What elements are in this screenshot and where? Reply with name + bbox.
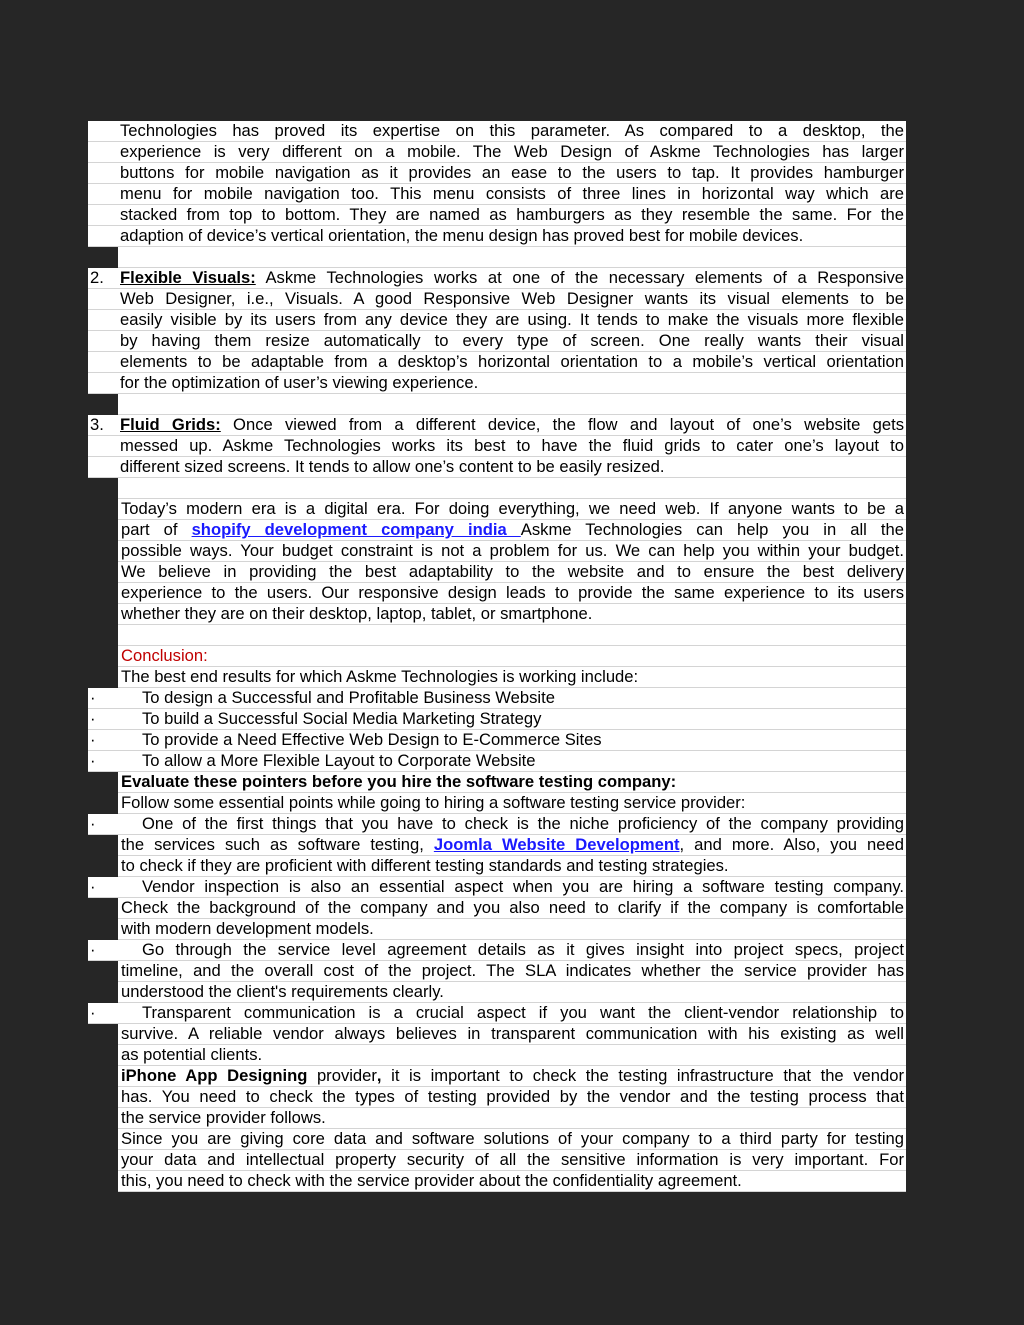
conclusion-heading: Conclusion: <box>118 646 906 667</box>
list-item-fluid-grids: 3. Fluid Grids: Once viewed from a different device, the flow and layout of one’s website gets <box>90 415 905 434</box>
bullet-item: · Transparent communication is a crucial aspect if you want the client-vendor relationship to <box>90 1003 904 1022</box>
text-line: has. You need to check the types of testing provided by the vendor and the testing process that <box>118 1087 906 1108</box>
text-line: Since you are giving core data and software solutions of your company to a third party for testing <box>118 1129 906 1150</box>
text-line: to check if they are proficient with different testing standards and testing strategies. <box>118 856 906 877</box>
bullet-glyph: · <box>90 877 96 896</box>
text-line: the services such as software testing, Joomla Website Development, and more. Also, you need <box>118 835 906 856</box>
text-line: buttons for mobile navigation as it provides an ease to the users to tap. It provides hamburger <box>88 163 906 184</box>
text-line: messed up. Askme Technologies works its best to have the fluid grids to cater one’s layout to <box>88 436 906 457</box>
text-line: The best end results for which Askme Technologies is working include: <box>118 667 906 688</box>
text-line: Today’s modern era is a digital era. For doing everything, we need web. If anyone wants to be a <box>118 499 906 520</box>
text-line: by having them resize automatically to every type of screen. One really wants their visual <box>88 331 906 352</box>
text-line: Web Designer, i.e., Visuals. A good Responsive Web Designer wants its visual elements to be <box>88 289 906 310</box>
list-item-flexible-visuals: 2. Flexible Visuals: Askme Technologies works at one of the necessary elements of a Responsive <box>90 268 904 287</box>
text-line: experience is very different on a mobile. The Web Design of Askme Technologies has larger <box>88 142 906 163</box>
bullet-glyph: · <box>90 814 96 833</box>
text-line: part of shopify development company india Askme Technologies can help you in all the <box>118 520 906 541</box>
text-line: as potential clients. <box>118 1045 906 1066</box>
bullet-item: · One of the first things that you have to check is the niche proficiency of the company providing <box>90 814 904 833</box>
item-heading: Fluid Grids: <box>120 415 221 434</box>
text-line: iPhone App Designing provider, it is important to check the testing infrastructure that the vendor <box>118 1066 906 1087</box>
bullet-glyph: · <box>90 751 96 770</box>
text-line: easily visible by its users from any device they are using. It tends to make the visuals more flexible <box>88 310 906 331</box>
bullet-item: · Go through the service level agreement details as it gives insight into project specs, project <box>90 940 904 959</box>
blank-line <box>118 625 906 646</box>
bullet-item: · To build a Successful Social Media Marketing Strategy <box>88 709 906 730</box>
text-line: different sized screens. It tends to allow one’s content to be easily resized. <box>88 457 906 478</box>
blank-line <box>118 247 906 268</box>
bullet-item: · To design a Successful and Profitable Business Website <box>88 688 906 709</box>
text-line: elements to be adaptable from a desktop’s horizontal orientation to a mobile’s vertical orientation <box>88 352 906 373</box>
bullet-glyph: · <box>90 688 96 707</box>
joomla-development-link[interactable]: Joomla Website Development <box>433 835 680 854</box>
bullet-item: · To provide a Need Effective Web Design to E-Commerce Sites <box>88 730 906 751</box>
blank-line <box>118 394 906 415</box>
text-line: stacked from top to bottom. They are named as hamburgers as they resemble the same. For the <box>88 205 906 226</box>
bullet-glyph: · <box>90 1003 96 1022</box>
text-line: experience to the users. Our responsive design leads to provide the same experience to its users <box>118 583 906 604</box>
list-number: 3. <box>90 415 104 434</box>
text-line: your data and intellectual property security of all the sensitive information is very important. For <box>118 1150 906 1171</box>
bullet-item: · To allow a More Flexible Layout to Corporate Website <box>88 751 906 772</box>
text-line: this, you need to check with the service provider about the confidentiality agreement. <box>118 1171 906 1192</box>
text-line: menu for mobile navigation too. This menu consists of three lines in horizontal way which are <box>88 184 906 205</box>
list-number: 2. <box>90 268 104 287</box>
text-line: the service provider follows. <box>118 1108 906 1129</box>
bullet-glyph: · <box>90 940 96 959</box>
bullet-item: · Vendor inspection is also an essential aspect when you are hiring a software testing company. <box>90 877 904 896</box>
bullet-glyph: · <box>90 730 96 749</box>
blank-line <box>118 478 906 499</box>
text-line: We believe in providing the best adaptability to the website and to ensure the best delivery <box>118 562 906 583</box>
item-heading: Flexible Visuals: <box>120 268 256 287</box>
evaluate-heading: Evaluate these pointers before you hire the software testing company: <box>118 772 906 793</box>
text-line: Check the background of the company and you also need to clarify if the company is comfortable <box>118 898 906 919</box>
text-line: adaption of device’s vertical orientation, the menu design has proved best for mobile devices. <box>88 226 906 247</box>
text-line: possible ways. Your budget constraint is not a problem for us. We can help you within your budget. <box>118 541 906 562</box>
text-line: understood the client's requirements clearly. <box>118 982 906 1003</box>
shopify-development-link[interactable]: shopify development company india <box>191 520 521 539</box>
text-line: timeline, and the overall cost of the project. The SLA indicates whether the service provider has <box>118 961 906 982</box>
text-line: with modern development models. <box>118 919 906 940</box>
text-line: whether they are on their desktop, laptop, tablet, or smartphone. <box>118 604 906 625</box>
text-line: survive. A reliable vendor always believes in transparent communication with his existing as well <box>118 1024 906 1045</box>
text-line: Follow some essential points while going to hiring a software testing service provider: <box>118 793 906 814</box>
text-line: Technologies has proved its expertise on this parameter. As compared to a desktop, the <box>88 121 906 142</box>
bullet-glyph: · <box>90 709 96 728</box>
text-line: for the optimization of user’s viewing experience. <box>88 373 906 394</box>
